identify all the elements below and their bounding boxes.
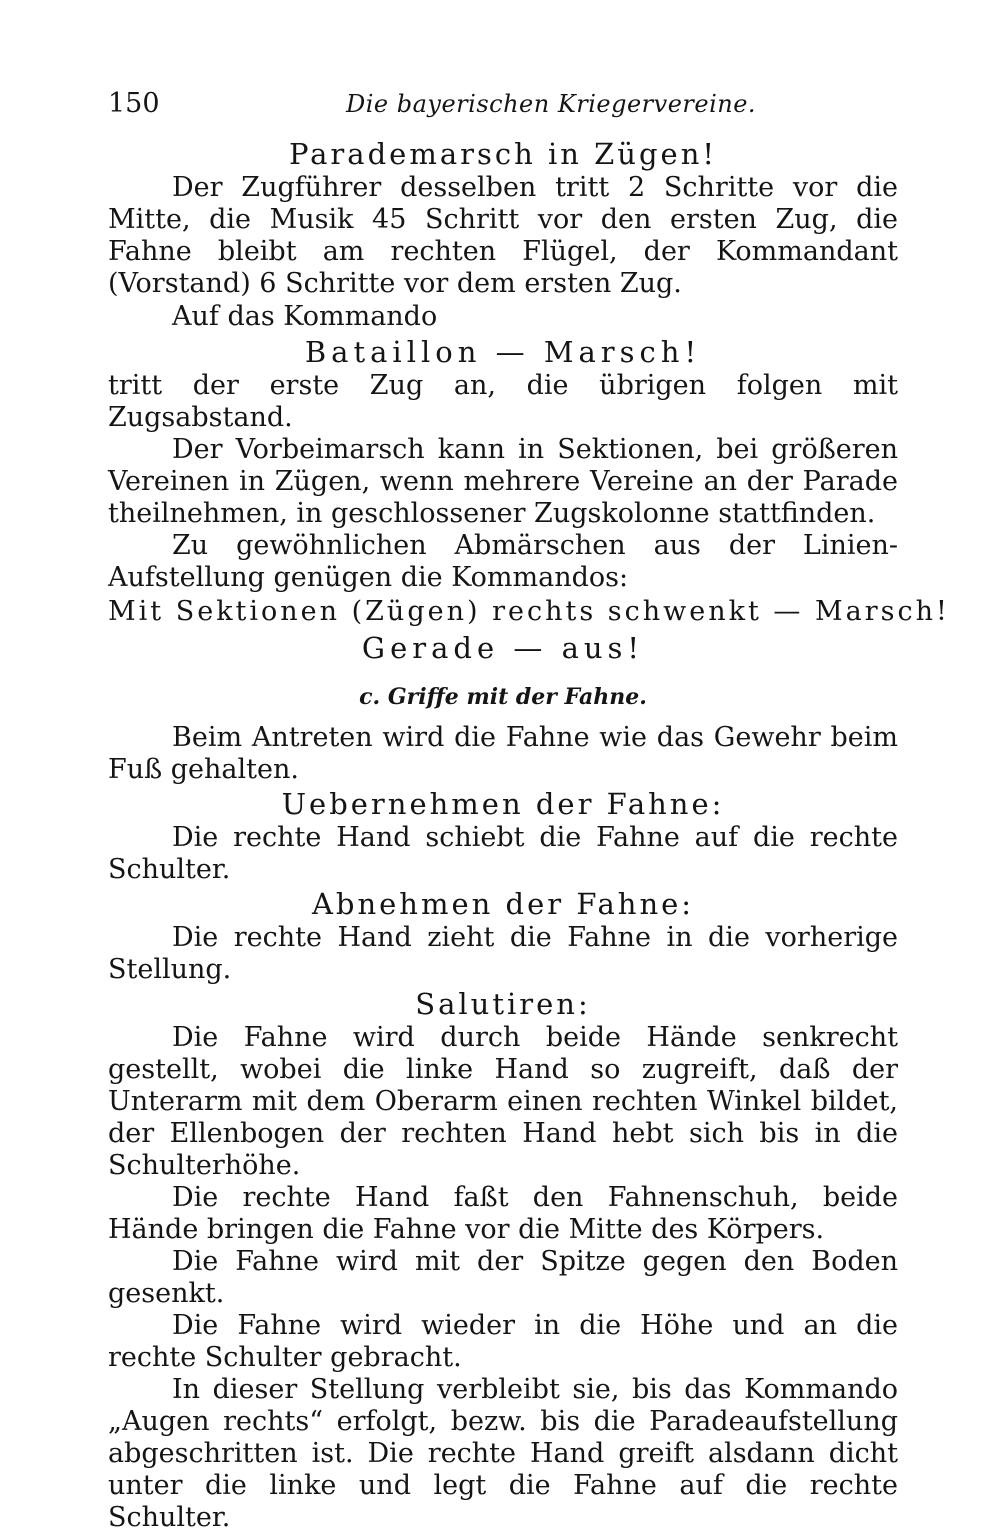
command-bataillon: Bataillon — Marsch! — [304, 335, 702, 369]
paragraph-zugfuehrer: Der Zugführer desselben tritt 2 Schritte vor die Mitte, die Musik 45 Schritt vor den ersten Zug, die Fahne bleibt am rechten Flügel, der Kommandant (Vorstand) 6 Schritte vor dem ersten Zug. — [108, 172, 898, 299]
paragraph-salut-2: Die rechte Hand faßt den Fahnenschuh, beide Hände bringen die Fahne vor die Mitte des Körpers. — [108, 1182, 898, 1245]
paragraph-tritt: tritt der erste Zug an, die übrigen folgen mit Zugsabstand. — [108, 370, 898, 433]
running-head: Die bayerischen Kriegervereine. — [346, 90, 757, 118]
paragraph-salut-1: Die Fahne wird durch beide Hände senkrecht gestellt, wobei die linke Hand so zugreift, daß der Unterarm mit dem Oberarm einen rechten Winkel bildet, der Ellenbogen der rechten Hand hebt sich bis in die Schulterhöhe. — [108, 1022, 898, 1181]
paragraph-salut-4: Die Fahne wird wieder in die Höhe und an die rechte Schulter gebracht. — [108, 1310, 898, 1373]
page-number: 150 — [108, 88, 160, 119]
paragraph-salut-3: Die Fahne wird mit der Spitze gegen den Boden gesenkt. — [108, 1246, 898, 1309]
line-auf-das-kommando: Auf das Kommando — [172, 301, 438, 332]
line-abnehmen: Die rechte Hand zieht die Fahne in die vorherige Stellung. — [108, 922, 898, 985]
section-heading-griffe: c. Griffe mit der Fahne. — [359, 684, 647, 710]
book-page — [108, 82, 950, 1534]
heading-parademarsch: Parademarsch in Zügen! — [288, 137, 718, 171]
heading-salutiren: Salutiren: — [415, 987, 591, 1021]
paragraph-vorbeimarsch: Der Vorbeimarsch kann in Sektionen, bei größeren Vereinen in Zügen, wenn mehrere Vereine an der Parade theilnehmen, in geschlossener Zugskolonne stattfinden. — [108, 434, 898, 529]
command-gerade: Gerade — aus! — [361, 631, 645, 665]
command-sektionen: Mit Sektionen (Zügen) rechts schwenkt — Marsch! — [108, 596, 950, 627]
paragraph-abmaersche: Zu gewöhnlichen Abmärschen aus der Linien-Aufstellung genügen die Kommandos: — [108, 530, 898, 593]
heading-abnehmen: Abnehmen der Fahne: — [311, 887, 695, 921]
paragraph-salut-5: In dieser Stellung verbleibt sie, bis das Kommando „Augen rechts“ erfolgt, bezw. bis die Paradeaufstellung abgeschritten ist. Die rechte Hand greift alsdann dicht unter die linke und legt die Fahne auf die rechte Schulter. — [108, 1374, 898, 1533]
line-uebernehmen: Die rechte Hand schiebt die Fahne auf die rechte Schulter. — [108, 822, 898, 885]
paragraph-antreten: Beim Antreten wird die Fahne wie das Gewehr beim Fuß gehalten. — [108, 722, 898, 785]
page-header — [108, 82, 898, 122]
heading-uebernehmen: Uebernehmen der Fahne: — [281, 787, 725, 821]
